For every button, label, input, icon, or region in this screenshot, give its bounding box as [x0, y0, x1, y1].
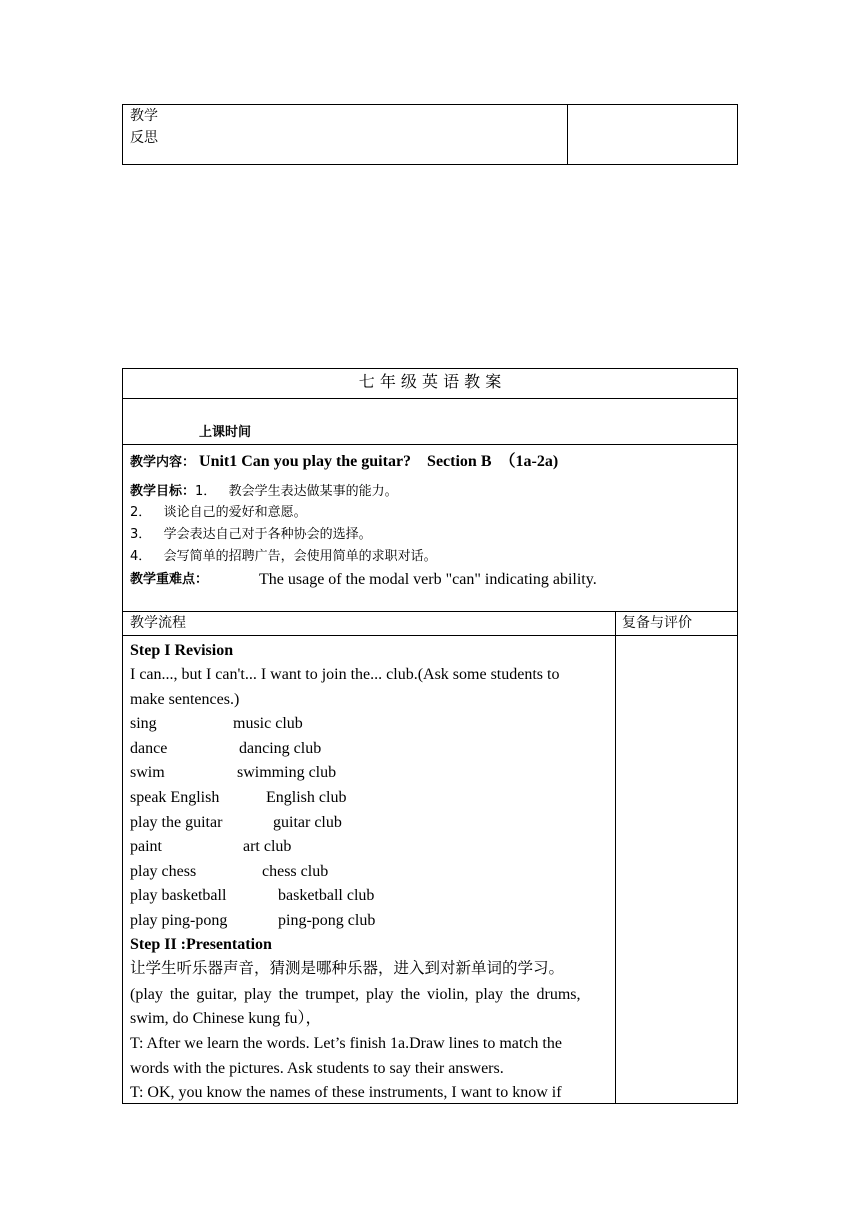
key-points-value: The usage of the modal verb "can" indicating ability. [259, 571, 597, 588]
step2-line4: T: After we learn the words. Let’s finish 1a.Draw lines to match the [130, 1035, 562, 1052]
activity-club: swimming club [237, 764, 337, 781]
objective-item: 4． 会写简单的招聘广告，会使用简单的求职对话。 [130, 549, 437, 564]
objective-item: 1． 教会学生表达做某事的能力。 [195, 484, 398, 499]
step2-title: Step II :Presentation [130, 936, 272, 953]
activity-verb: play the guitar [130, 814, 223, 831]
content-row [130, 454, 558, 470]
activity-verb: play chess [130, 863, 197, 880]
reflection-table [122, 104, 738, 165]
activity-club: English club [266, 789, 347, 806]
activity-club: dancing club [239, 740, 322, 757]
step1-intro-line2: make sentences.) [130, 691, 240, 708]
objective-item: 3． 学会表达自己对于各种协会的选择。 [130, 527, 372, 542]
step2-line2: (play the guitar, play the trumpet, play the violin, play the drums, [130, 986, 581, 1003]
step2-line6: T: OK, you know the names of these instruments, I want to know if [130, 1084, 562, 1101]
activity-verb: dance [130, 740, 168, 757]
activity-club: ping-pong club [278, 912, 376, 929]
objective-item: 2． 谈论自己的爱好和意愿。 [130, 505, 307, 520]
objectives-row [130, 484, 398, 498]
class-time-label: 上课时间 [199, 425, 252, 440]
activity-verb: play basketball [130, 887, 227, 904]
activity-verb: swim [130, 764, 165, 781]
reflection-table-divider [567, 104, 568, 165]
activity-verb: play ping-pong [130, 912, 228, 929]
content-label: 教学内容： [130, 455, 196, 470]
process-header: 教学流程 [130, 615, 186, 631]
activity-club: music club [233, 715, 303, 732]
row-divider-title [122, 398, 738, 399]
activity-verb: paint [130, 838, 162, 855]
key-points-label: 教学重难点： [130, 572, 209, 587]
row-divider-class-time [122, 444, 738, 445]
step2-line1: 让学生听乐器声音，猜测是哪种乐器，进入到对新单词的学习。 [130, 959, 565, 977]
review-header: 复备与评价 [622, 615, 692, 631]
activity-club: art club [243, 838, 292, 855]
row-divider-objectives [122, 611, 738, 612]
activity-verb: speak English [130, 789, 220, 806]
activity-club: basketball club [278, 887, 375, 904]
step1-title: Step I Revision [130, 642, 234, 659]
page-title: 七 年 级 英 语 教 案 [358, 372, 502, 391]
reflection-label-line2: 反思 [130, 130, 158, 146]
step1-intro-line1: I can..., but I can't... I want to join the... club.(Ask some students to [130, 666, 560, 683]
content-value: Unit1 Can you play the guitar? Section B （1a-2a) [199, 453, 559, 470]
step2-line5: words with the pictures. Ask students to say their answers. [130, 1060, 504, 1077]
activity-club: guitar club [273, 814, 342, 831]
reflection-label-line1: 教学 [130, 108, 158, 124]
activity-club: chess club [262, 863, 329, 880]
activity-verb: sing [130, 715, 157, 732]
step2-line3: swim, do Chinese kung fu）， [130, 1010, 322, 1027]
objectives-label: 教学目标： [130, 484, 196, 499]
row-divider-process-header [122, 635, 738, 636]
column-divider-process [615, 611, 616, 1103]
